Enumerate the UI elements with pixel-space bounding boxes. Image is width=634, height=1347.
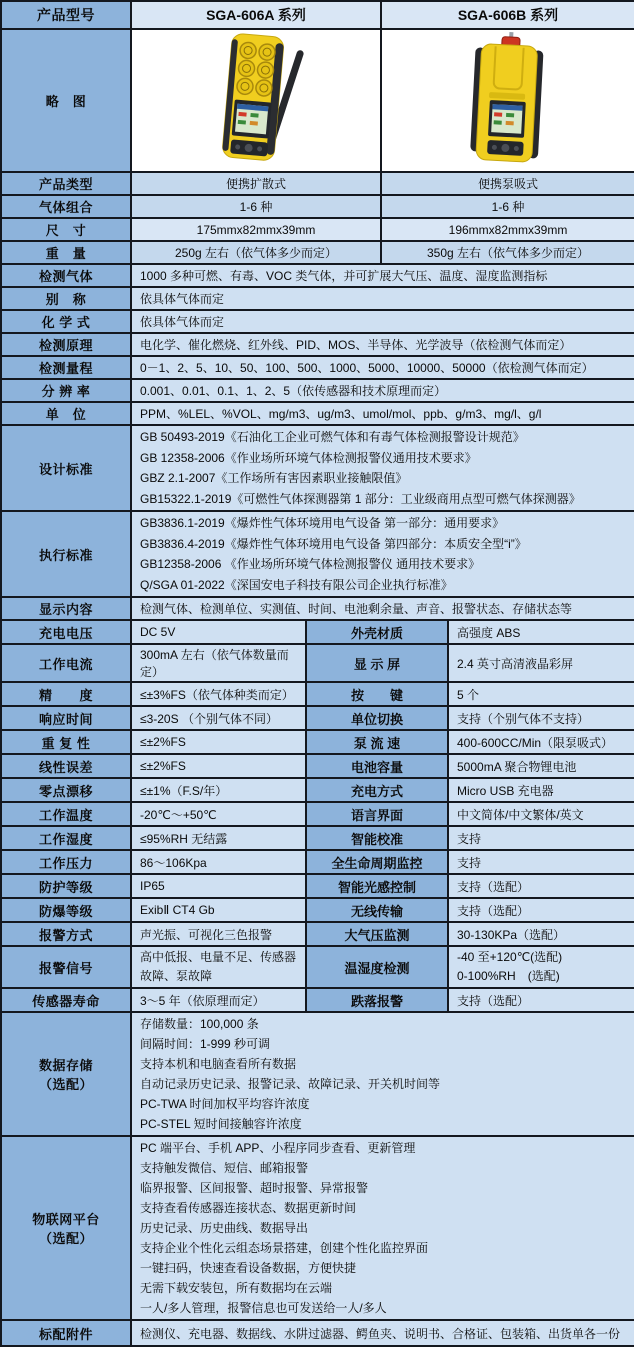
row-label-alias: 别 称	[1, 287, 131, 310]
iot-platform-line: 无需下载安装包，所有数据均在云端	[140, 1281, 333, 1295]
row-label-shell-material: 外壳材质	[306, 620, 448, 644]
table-row	[1, 778, 634, 802]
iot-platform-line: 支持查看传感器连接状态、数据更新时间	[140, 1201, 357, 1215]
table-row	[1, 730, 634, 754]
row-label-battery-capacity: 电池容量	[306, 754, 448, 778]
value-display-screen: 2.4 英寸高清液晶彩屏	[448, 644, 634, 682]
value-smart-calibration: 支持	[448, 826, 634, 850]
header-product-model: 产品型号	[1, 1, 131, 29]
value-zero-drift: ≤±1%（F.S/年）	[131, 778, 306, 802]
product-image-cell-b	[381, 29, 634, 172]
sketch-label: 略 图	[1, 29, 131, 172]
table-row	[1, 644, 634, 682]
design-standard-line: GB 12358-2006《作业场所环境气体检测报警仪通用技术要求》	[140, 450, 477, 465]
value-unit-switch: 支持（个别气体不支持）	[448, 706, 634, 730]
row-label-alarm-mode: 报警方式	[1, 922, 131, 946]
value-weight-b: 350g 左右（依气体多少而定）	[381, 241, 634, 264]
value-pressure-monitor: 30-130KPa（选配）	[448, 922, 634, 946]
header-series-a: SGA-606A 系列	[131, 1, 381, 29]
value-charge-method: Micro USB 充电器	[448, 778, 634, 802]
value-working-humidity: ≤95%RH 无结露	[131, 826, 306, 850]
row-label-formula: 化 学 式	[1, 310, 131, 333]
row-label-linearity-error: 线性误差	[1, 754, 131, 778]
row-label-drop-alarm: 跌落报警	[306, 988, 448, 1012]
row-label-accuracy: 精 度	[1, 682, 131, 706]
table-row	[1, 1012, 634, 1136]
value-alias: 依具体气体而定	[131, 287, 634, 310]
value-response-time: ≤3-20S （个别气体不同）	[131, 706, 306, 730]
table-row	[1, 597, 634, 620]
table-row	[1, 826, 634, 850]
iot-platform-line: 历史记录、历史曲线、数据导出	[140, 1221, 309, 1235]
iot-platform-optional-note: （选配）	[38, 1231, 93, 1246]
value-display-content: 检测气体、检测单位、实测值、时间、电池剩余量、声音、报警状态、存储状态等	[131, 597, 634, 620]
row-label-language: 语言界面	[306, 802, 448, 826]
row-label-detect-gas: 检测气体	[1, 264, 131, 287]
value-data-storage	[131, 1012, 634, 1136]
value-alarm-signal: 高中低报、电量不足、传感器故障、泵故障	[131, 946, 306, 988]
value-exec-standard	[131, 511, 634, 597]
table-row	[1, 1136, 634, 1320]
row-label-wireless: 无线传输	[306, 898, 448, 922]
value-repeatability: ≤±2%FS	[131, 730, 306, 754]
row-label-exec-standard: 执行标准	[1, 511, 131, 597]
row-label-charge-method: 充电方式	[306, 778, 448, 802]
row-label-smart-calibration: 智能校准	[306, 826, 448, 850]
value-working-pressure: 86～106Kpa	[131, 850, 306, 874]
value-linearity-error: ≤±2%FS	[131, 754, 306, 778]
value-explosion-proof: ExibⅡ CT4 Gb	[131, 898, 306, 922]
row-label-pump-flow: 泵 流 速	[306, 730, 448, 754]
table-row	[1, 511, 634, 597]
row-label-display-content: 显示内容	[1, 597, 131, 620]
design-standard-line: GB15322.1-2019《可燃性气体探测器第 1 部分：工业级商用点型可燃气体探测器》	[140, 491, 581, 506]
table-row	[1, 29, 634, 172]
exec-standard-line: GB12358-2006 《作业场所环境气体检测报警仪 通用技术要求》	[140, 557, 481, 571]
row-label-working-current: 工作电流	[1, 644, 131, 682]
value-iot-platform	[131, 1136, 634, 1320]
row-label-gas-combo: 气体组合	[1, 195, 131, 218]
iot-platform-line: 一人/多人管理，报警信息也可发送给一人/多人	[140, 1301, 387, 1315]
value-size-b: 196mmx82mmx39mm	[381, 218, 634, 241]
exec-standard-line: GB3836.4-2019《爆炸性气体环境用电气设备 第四部分：本质安全型“i”》	[140, 536, 527, 551]
table-row	[1, 620, 634, 644]
data-storage-label: 数据存储	[38, 1058, 93, 1073]
row-label-sensor-life: 传感器寿命	[1, 988, 131, 1012]
value-wireless: 支持（选配）	[448, 898, 634, 922]
table-row	[1, 922, 634, 946]
row-label-working-temp: 工作温度	[1, 802, 131, 826]
row-label-working-humidity: 工作湿度	[1, 826, 131, 850]
value-range: 0－1、2、5、10、50、100、500、1000、5000、10000、50000（依检测气体而定）	[131, 356, 634, 379]
table-row	[1, 1, 634, 29]
value-alarm-mode: 声光振、可视化三色报警	[131, 922, 306, 946]
exec-standard-line: Q/SGA 01-2022《深国安电子科技有限公司企业执行标准》	[140, 577, 453, 592]
value-weight-a: 250g 左右（依气体多少而定）	[131, 241, 381, 264]
table-row	[1, 172, 634, 195]
data-storage-line: 支持本机和电脑查看所有数据	[140, 1057, 297, 1071]
value-design-standard	[131, 425, 634, 511]
table-row	[1, 802, 634, 826]
product-image-sga-606a	[197, 31, 315, 165]
row-label-temp-humidity-detect: 温湿度检测	[306, 946, 448, 988]
row-label-design-standard: 设计标准	[1, 425, 131, 511]
iot-platform-line: 支持触发微信、短信、邮箱报警	[140, 1161, 309, 1175]
value-formula: 依具体气体而定	[131, 310, 634, 333]
data-storage-line: PC-TWA 时间加权平均容许浓度	[140, 1097, 310, 1111]
table-row	[1, 1320, 634, 1346]
value-detect-gas: 1000 多种可燃、有毒、VOC 类气体，并可扩展大气压、温度、湿度监测指标	[131, 264, 634, 287]
value-size-a: 175mmx82mmx39mm	[131, 218, 381, 241]
value-temp-humidity-detect	[448, 946, 634, 988]
table-row	[1, 356, 634, 379]
table-row	[1, 706, 634, 730]
value-product-type-b: 便携泵吸式	[381, 172, 634, 195]
value-product-type-a: 便携扩散式	[131, 172, 381, 195]
table-row	[1, 241, 634, 264]
table-row	[1, 682, 634, 706]
temp-humidity-line: -40 至+120℃(选配)	[457, 950, 563, 964]
product-image-sga-606b	[449, 31, 567, 165]
row-label-units: 单 位	[1, 402, 131, 425]
design-standard-line: GBZ 2.1-2007《工作场所有害因素职业接触限值》	[140, 471, 408, 485]
table-row	[1, 310, 634, 333]
value-working-temp: -20℃～+50℃	[131, 802, 306, 826]
row-label-response-time: 响应时间	[1, 706, 131, 730]
row-label-range: 检测量程	[1, 356, 131, 379]
iot-platform-line: 一键扫码，快速查看设备数据，方便快捷	[140, 1261, 357, 1275]
value-buttons: 5 个	[448, 682, 634, 706]
row-label-explosion-proof: 防爆等级	[1, 898, 131, 922]
value-gas-combo-a: 1-6 种	[131, 195, 381, 218]
table-row	[1, 754, 634, 778]
value-battery-capacity: 5000mA 聚合物锂电池	[448, 754, 634, 778]
value-light-sense-control: 支持（选配）	[448, 874, 634, 898]
row-label-protection-grade: 防护等级	[1, 874, 131, 898]
temp-humidity-line: 0-100%RH (选配)	[457, 969, 560, 983]
table-row	[1, 195, 634, 218]
value-units: PPM、%LEL、%VOL、mg/m3、ug/m3、umol/mol、ppb、g/m3、mg/l、g/l	[131, 402, 634, 425]
value-principle: 电化学、催化燃烧、红外线、PID、MOS、半导体、光学波导（依检测气体而定）	[131, 333, 634, 356]
value-accessories: 检测仪、充电器、数据线、水阱过滤器、鳄鱼夹、说明书、合格证、包装箱、出货单各一份	[131, 1320, 634, 1346]
table-row	[1, 333, 634, 356]
row-label-accessories: 标配附件	[1, 1320, 131, 1346]
data-storage-line: 间隔时间：1-999 秒可调	[140, 1037, 271, 1051]
data-storage-line: 存储数量：100,000 条	[140, 1017, 259, 1031]
value-sensor-life: 3～5 年（依原理而定）	[131, 988, 306, 1012]
row-label-pressure-monitor: 大气压监测	[306, 922, 448, 946]
row-label-principle: 检测原理	[1, 333, 131, 356]
iot-platform-line: 支持企业个性化云组态场景搭建，创建个性化监控界面	[140, 1241, 429, 1255]
row-label-working-pressure: 工作压力	[1, 850, 131, 874]
table-row	[1, 425, 634, 511]
header-series-b: SGA-606B 系列	[381, 1, 634, 29]
table-row	[1, 402, 634, 425]
row-label-light-sense-control: 智能光感控制	[306, 874, 448, 898]
data-storage-line: PC-STEL 短时间接触容许浓度	[140, 1117, 302, 1131]
value-charge-voltage: DC 5V	[131, 620, 306, 644]
value-shell-material: 高强度 ABS	[448, 620, 634, 644]
exec-standard-line: GB3836.1-2019《爆炸性气体环境用电气设备 第一部分：通用要求》	[140, 516, 505, 530]
table-row	[1, 264, 634, 287]
value-protection-grade: IP65	[131, 874, 306, 898]
row-label-weight: 重 量	[1, 241, 131, 264]
row-label-unit-switch: 单位切换	[306, 706, 448, 730]
value-drop-alarm: 支持（选配）	[448, 988, 634, 1012]
value-lifecycle-monitor: 支持	[448, 850, 634, 874]
table-row	[1, 946, 634, 988]
iot-platform-label: 物联网平台	[32, 1212, 100, 1227]
row-label-lifecycle-monitor: 全生命周期监控	[306, 850, 448, 874]
value-language: 中文简体/中文繁体/英文	[448, 802, 634, 826]
row-label-repeatability: 重 复 性	[1, 730, 131, 754]
table-row	[1, 898, 634, 922]
data-storage-optional-note: （选配）	[38, 1077, 93, 1092]
iot-platform-line: PC 端平台、手机 APP、小程序同步查看、更新管理	[140, 1141, 416, 1155]
row-label-product-type: 产品类型	[1, 172, 131, 195]
data-storage-line: 自动记录历史记录、报警记录、故障记录、开关机时间等	[140, 1077, 441, 1091]
iot-platform-line: 临界报警、区间报警、超时报警、异常报警	[140, 1181, 369, 1195]
design-standard-line: GB 50493-2019《石油化工企业可燃气体和有毒气体检测报警设计规范》	[140, 430, 525, 444]
table-row	[1, 287, 634, 310]
row-label-charge-voltage: 充电电压	[1, 620, 131, 644]
row-label-buttons: 按 键	[306, 682, 448, 706]
value-working-current: 300mA 左右（依气体数量而定）	[131, 644, 306, 682]
value-pump-flow: 400-600CC/Min（限泵吸式）	[448, 730, 634, 754]
row-label-resolution: 分 辨 率	[1, 379, 131, 402]
value-accuracy: ≤±3%FS（依气体种类而定）	[131, 682, 306, 706]
table-row	[1, 379, 634, 402]
table-row	[1, 988, 634, 1012]
row-label-alarm-signal: 报警信号	[1, 946, 131, 988]
row-label-iot-platform	[1, 1136, 131, 1320]
row-label-zero-drift: 零点漂移	[1, 778, 131, 802]
row-label-size: 尺 寸	[1, 218, 131, 241]
value-gas-combo-b: 1-6 种	[381, 195, 634, 218]
product-image-cell-a	[131, 29, 381, 172]
table-row	[1, 218, 634, 241]
row-label-data-storage	[1, 1012, 131, 1136]
value-resolution: 0.001、0.01、0.1、1、2、5（依传感器和技术原理而定）	[131, 379, 634, 402]
table-row	[1, 850, 634, 874]
row-label-display-screen: 显 示 屏	[306, 644, 448, 682]
table-row	[1, 874, 634, 898]
